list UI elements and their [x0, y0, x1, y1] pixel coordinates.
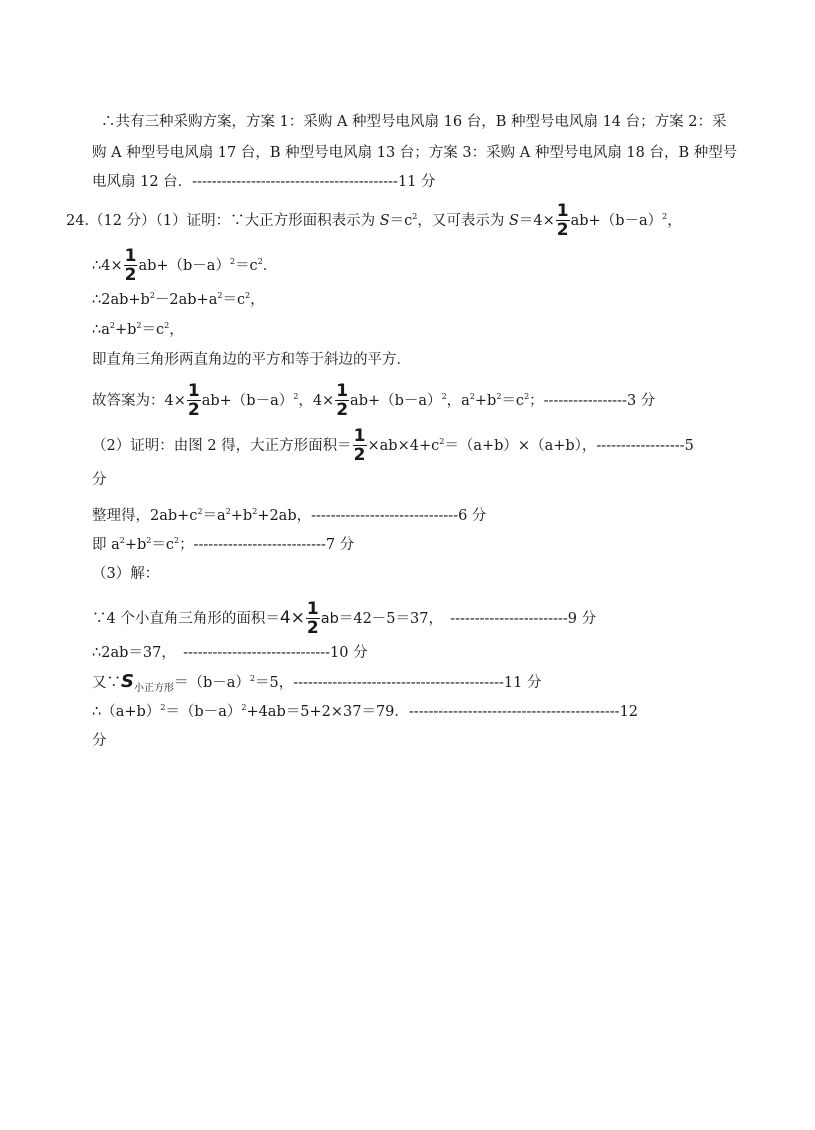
p2b-mid: ＝a	[202, 508, 226, 524]
part-3-area	[92, 601, 596, 637]
p2-eq: ＝（a+b）×（a+b），------------------5	[444, 438, 694, 454]
p2b-mid2: +b	[230, 508, 253, 524]
sup: 2	[241, 703, 247, 713]
step2-c: ＝c	[222, 292, 246, 308]
sup: 2	[441, 392, 447, 402]
part-3-small-square	[92, 672, 541, 693]
answer-t5: ＝c	[501, 393, 525, 409]
answer-t1: ab+（b－a）	[201, 393, 294, 409]
sup: 2	[496, 392, 502, 402]
sup: 2	[109, 321, 115, 331]
frac-den: 2	[336, 400, 349, 420]
frac-num: 1	[336, 381, 349, 401]
answer-pre: 故答案为：4×	[92, 393, 186, 409]
frac-den: 2	[187, 400, 200, 420]
p2b-end: +2ab，------------------------------6 分	[257, 508, 487, 524]
answer-mid: ，4×	[298, 393, 335, 409]
p3d-mid: ＝（b－a）	[165, 704, 242, 720]
step1-pre: ∴4×	[92, 258, 123, 274]
frac-den: 2	[353, 445, 366, 465]
sup: 2	[160, 703, 166, 713]
step3-end: ，	[169, 322, 184, 338]
step2-end: ，	[250, 292, 265, 308]
part-3-final-score: 分	[92, 733, 107, 749]
sup: 2	[174, 536, 180, 546]
p3d-end: +4ab＝5+2×37＝79．-------------------------------------------12	[246, 704, 639, 720]
part-2-simplify	[92, 506, 486, 526]
answer-t3: ，a	[446, 393, 470, 409]
fraction-one-half	[353, 428, 367, 464]
sup: 2	[257, 257, 263, 267]
p3c-sub: 小正方形	[133, 682, 174, 694]
q24-mid: ，又可表示为	[417, 213, 509, 229]
part-3-heading: （3）解：	[92, 566, 160, 582]
p3d-pre: ∴（a+b）	[92, 704, 161, 720]
sup: 2	[412, 212, 418, 222]
part-2-result	[92, 535, 354, 555]
p3c-end2: ＝5，-------------------------------------------11 分	[255, 675, 542, 691]
q24-head: 24.（12 分）（1）证明：∵大正方形面积表示为	[66, 213, 380, 229]
part-2	[92, 428, 694, 464]
p2c-end: ；---------------------------7 分	[179, 537, 355, 553]
fraction-one-half	[556, 203, 570, 239]
step-1	[92, 248, 277, 284]
sup: 2	[662, 212, 668, 222]
sup: 2	[249, 674, 255, 684]
sup: 2	[136, 321, 142, 331]
part-2-score: 分	[92, 472, 107, 488]
step2-b: －2ab+a	[154, 292, 218, 308]
conclusion: 即直角三角形两直角边的平方和等于斜边的平方．	[92, 352, 411, 368]
step1-eq: ＝c	[235, 258, 258, 274]
step1-post: ab+（b－a）	[138, 258, 230, 274]
sup: 2	[293, 392, 299, 402]
step-3	[92, 320, 184, 340]
answer-t4: +b	[474, 393, 497, 409]
p3a-pre: ∵4 个小直角三角形的面积＝	[92, 611, 280, 627]
text-line-1: ∴共有三种采购方案，方案 1：采购 A 种型号电风扇 16 台，B 种型号电风扇 14 台；方案 2：采	[101, 114, 727, 130]
frac-den: 2	[306, 618, 319, 638]
step3-b: +b	[114, 322, 137, 338]
sup: 2	[229, 257, 236, 267]
p3c-pre: 又∵	[92, 675, 121, 691]
sup: 2	[225, 507, 231, 517]
sup: 2	[469, 392, 475, 402]
p3a-end: ＝42－5＝37， ------------------------9 分	[338, 611, 597, 627]
frac-den: 2	[124, 265, 137, 285]
p3c-end: ＝（b－a）	[173, 675, 250, 691]
q24-end: ，	[667, 213, 682, 229]
step1-end: ．	[262, 258, 278, 274]
eq4: ＝4×	[518, 213, 555, 229]
frac-num: 1	[556, 201, 569, 221]
frac-num: 1	[124, 246, 137, 266]
fraction-one-half	[335, 383, 349, 419]
s-var-2: S	[508, 213, 519, 229]
sup: 2	[164, 321, 170, 331]
p2c-pre: 即 a	[92, 537, 120, 553]
question-24-heading	[66, 203, 682, 239]
step2-a: ∴2ab+b	[92, 292, 150, 308]
step3-c: ＝c	[141, 322, 165, 338]
step3-a: ∴a	[92, 322, 110, 338]
frac-den: 2	[556, 220, 569, 240]
text-line-3: 电风扇 12 台．------------------------------------------11 分	[92, 174, 436, 190]
text-line-2: 购 A 种型号电风扇 17 台，B 种型号电风扇 13 台；方案 3：采购 A 种型号电风扇 18 台，B 种型号	[92, 145, 738, 161]
sup: 2	[119, 536, 125, 546]
frac-num: 1	[187, 381, 200, 401]
step-2	[92, 290, 265, 310]
p3a-ab: ab	[320, 611, 339, 627]
fraction-one-half	[124, 248, 138, 284]
p3c-s: S	[121, 671, 134, 692]
part-3-final	[92, 702, 638, 722]
sup: 2	[252, 507, 258, 517]
answer-end: ；-----------------3 分	[529, 393, 656, 409]
s-var: S	[379, 213, 390, 229]
fraction-one-half	[187, 383, 201, 419]
sup: 2	[217, 291, 223, 301]
sup: 2	[245, 291, 251, 301]
eq-c: ＝c	[389, 213, 413, 229]
frac-num: 1	[306, 599, 319, 619]
q24-tail: ab+（b－a）	[570, 213, 663, 229]
sup: 2	[146, 536, 152, 546]
sup: 2	[524, 392, 530, 402]
p2c-eq: ＝c	[151, 537, 175, 553]
sup: 2	[439, 437, 445, 447]
sup: 2	[197, 507, 203, 517]
frac-num: 1	[353, 426, 366, 446]
p2-pre: （2）证明：由图 2 得，大正方形面积＝	[92, 438, 352, 454]
p2c-mid: +b	[124, 537, 147, 553]
answer-t2: ab+（b－a）	[350, 393, 442, 409]
part-3-2ab: ∴2ab＝37， ------------------------------10 分	[92, 645, 368, 661]
answer-line	[92, 383, 655, 419]
p3a-four: 4×	[279, 608, 305, 628]
p2b-pre: 整理得，2ab+c	[92, 508, 198, 524]
p2-post: ×ab×4+c	[367, 438, 440, 454]
sup: 2	[149, 291, 155, 301]
fraction-one-half	[306, 601, 320, 637]
